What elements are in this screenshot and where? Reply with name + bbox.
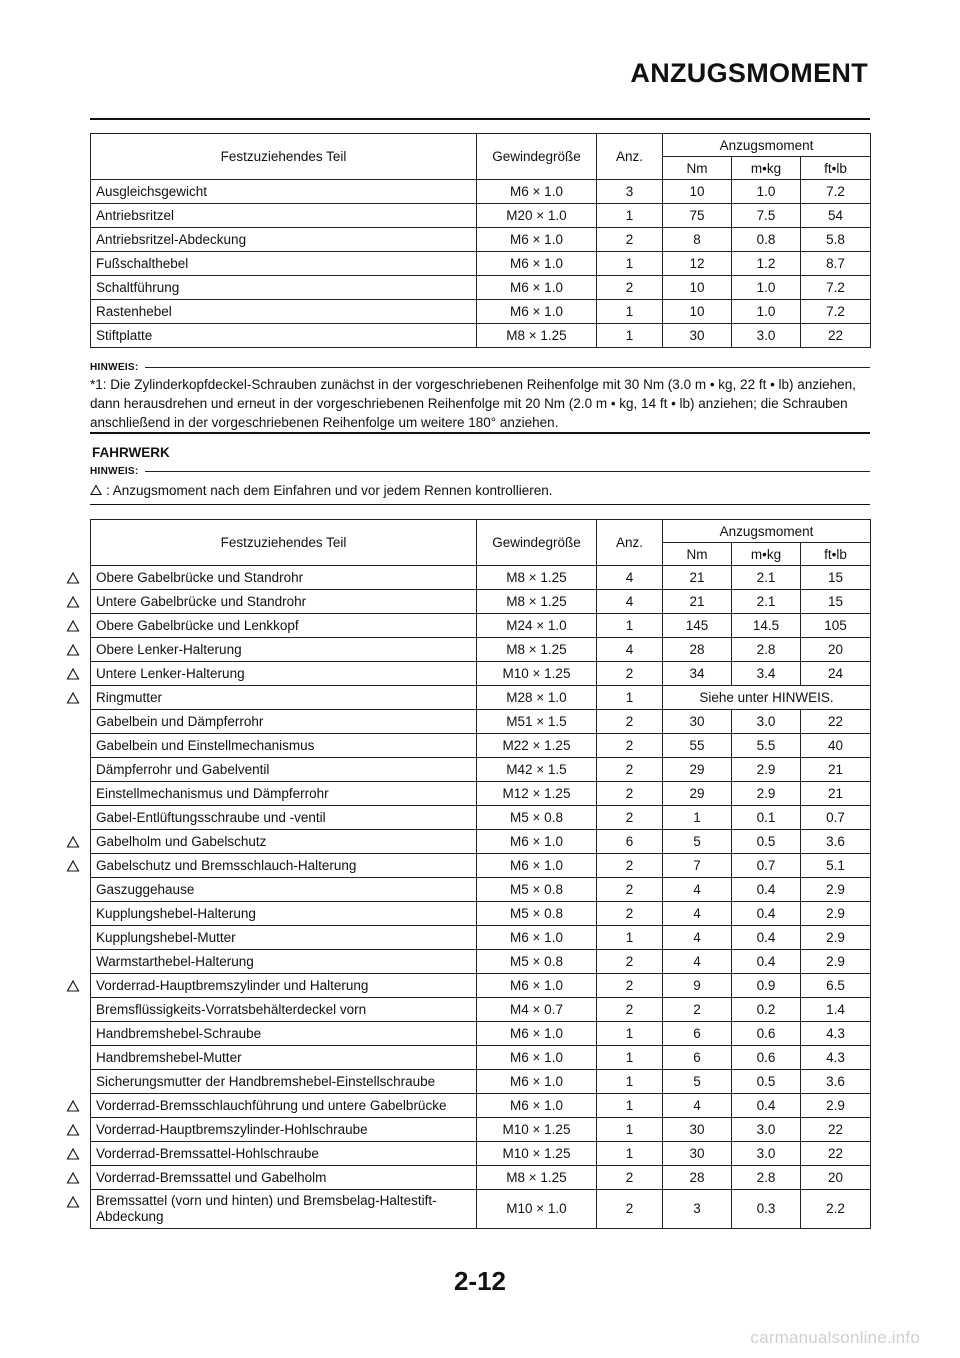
- table-row: [91, 998, 871, 1022]
- qty-cell: 2: [597, 276, 663, 300]
- qty-cell: 1: [597, 1046, 663, 1070]
- ftlb-cell: 21: [801, 758, 871, 782]
- mkg-cell: 3.0: [732, 1118, 801, 1142]
- ftlb-cell: 4.3: [801, 1022, 871, 1046]
- mkg-cell: 0.4: [732, 902, 801, 926]
- mkg-cell: 0.6: [732, 1046, 801, 1070]
- nm-cell: 8: [663, 228, 732, 252]
- qty-cell: 2: [597, 782, 663, 806]
- thread-cell: M24 × 1.0: [477, 614, 597, 638]
- table-row: [91, 638, 871, 662]
- part-cell: Vorderrad-Bremssattel und Gabelholm: [91, 1166, 477, 1190]
- engine-torque-table: [90, 133, 871, 348]
- part-cell: Schaltführung: [91, 276, 477, 300]
- thread-cell: M8 × 1.25: [477, 590, 597, 614]
- ftlb-cell: 2.9: [801, 926, 871, 950]
- table-row: [91, 1118, 871, 1142]
- thread-cell: M8 × 1.25: [477, 324, 597, 348]
- note2: [90, 481, 870, 501]
- table-row: [91, 228, 871, 252]
- mkg-cell: 0.1: [732, 806, 801, 830]
- qty-cell: 2: [597, 1166, 663, 1190]
- qty-cell: 2: [597, 662, 663, 686]
- header-mkg: m•kg: [732, 543, 801, 566]
- part-cell: Vorderrad-Hauptbremszylinder-Hohlschraube: [91, 1118, 477, 1142]
- header-ftlb: ft•lb: [801, 157, 871, 180]
- triangle-mark-icon: [66, 979, 80, 993]
- mkg-cell: 3.4: [732, 662, 801, 686]
- note1-rule: [145, 367, 870, 368]
- header-ftlb: ft•lb: [801, 543, 871, 566]
- table-row: [91, 758, 871, 782]
- nm-cell: 6: [663, 1046, 732, 1070]
- part-cell: Obere Lenker-Halterung: [91, 638, 477, 662]
- qty-cell: 2: [597, 758, 663, 782]
- header-torque: Anzugsmoment: [663, 520, 871, 543]
- thread-cell: M10 × 1.25: [477, 1118, 597, 1142]
- part-cell: Bremsflüssigkeits-Vorratsbehälterdeckel vorn: [91, 998, 477, 1022]
- nm-cell: 55: [663, 734, 732, 758]
- page-number: 2-12: [453, 1266, 507, 1296]
- thread-cell: M6 × 1.0: [477, 228, 597, 252]
- qty-cell: 1: [597, 686, 663, 710]
- part-cell: Dämpferrohr und Gabelventil: [91, 758, 477, 782]
- table-row: [91, 854, 871, 878]
- header-nm: Nm: [663, 157, 732, 180]
- note1-bottom-rule: [90, 432, 870, 434]
- header-part: Festzuziehendes Teil: [91, 520, 477, 566]
- triangle-mark-icon: [66, 571, 80, 585]
- qty-cell: 1: [597, 300, 663, 324]
- ftlb-cell: 22: [801, 1118, 871, 1142]
- part-cell: Einstellmechanismus und Dämpferrohr: [91, 782, 477, 806]
- thread-cell: M8 × 1.25: [477, 1166, 597, 1190]
- nm-cell: 30: [663, 1118, 732, 1142]
- table-row: [91, 180, 871, 204]
- part-cell: Kupplungshebel-Mutter: [91, 926, 477, 950]
- part-cell: Handbremshebel-Mutter: [91, 1046, 477, 1070]
- qty-cell: 1: [597, 614, 663, 638]
- ftlb-cell: 5.1: [801, 854, 871, 878]
- ftlb-cell: 21: [801, 782, 871, 806]
- note2-label-row: [90, 466, 870, 477]
- nm-cell: 4: [663, 878, 732, 902]
- part-cell: Gabelbein und Einstellmechanismus: [91, 734, 477, 758]
- table-row: [91, 204, 871, 228]
- thread-cell: M10 × 1.25: [477, 662, 597, 686]
- ftlb-cell: 7.2: [801, 300, 871, 324]
- part-cell: Gabel-Entlüftungsschraube und -ventil: [91, 806, 477, 830]
- table-row: [91, 1142, 871, 1166]
- part-cell: Ausgleichsgewicht: [91, 180, 477, 204]
- table-row: [91, 614, 871, 638]
- triangle-mark-icon: [66, 1123, 80, 1137]
- nm-cell: 10: [663, 300, 732, 324]
- table-row: [91, 590, 871, 614]
- mkg-cell: 3.0: [732, 710, 801, 734]
- triangle-mark-icon: [90, 482, 102, 501]
- thread-cell: M6 × 1.0: [477, 974, 597, 998]
- mkg-cell: 0.5: [732, 1070, 801, 1094]
- thread-cell: M12 × 1.25: [477, 782, 597, 806]
- ftlb-cell: 22: [801, 710, 871, 734]
- table-row: [91, 686, 871, 710]
- thread-cell: M6 × 1.0: [477, 1070, 597, 1094]
- nm-cell: 21: [663, 590, 732, 614]
- table-row: [91, 300, 871, 324]
- qty-cell: 3: [597, 180, 663, 204]
- table-row: [91, 806, 871, 830]
- thread-cell: M42 × 1.5: [477, 758, 597, 782]
- nm-cell: 145: [663, 614, 732, 638]
- mkg-cell: 0.8: [732, 228, 801, 252]
- nm-cell: 29: [663, 758, 732, 782]
- page-title: ANZUGSMOMENT: [630, 58, 868, 88]
- qty-cell: 4: [597, 638, 663, 662]
- ftlb-cell: 15: [801, 590, 871, 614]
- part-cell: Untere Gabelbrücke und Standrohr: [91, 590, 477, 614]
- mkg-cell: 5.5: [732, 734, 801, 758]
- thread-cell: M20 × 1.0: [477, 204, 597, 228]
- header-qty: Anz.: [597, 134, 663, 180]
- nm-cell: 30: [663, 324, 732, 348]
- part-cell: Gabelholm und Gabelschutz: [91, 830, 477, 854]
- table-row: [91, 878, 871, 902]
- qty-cell: 2: [597, 710, 663, 734]
- ftlb-cell: 8.7: [801, 252, 871, 276]
- ftlb-cell: 24: [801, 662, 871, 686]
- note1-label: HINWEIS:: [90, 362, 139, 373]
- table-row: [91, 734, 871, 758]
- nm-cell: 10: [663, 180, 732, 204]
- part-cell: Obere Gabelbrücke und Lenkkopf: [91, 614, 477, 638]
- mkg-cell: 3.0: [732, 324, 801, 348]
- mkg-cell: 1.0: [732, 276, 801, 300]
- thread-cell: M6 × 1.0: [477, 854, 597, 878]
- ftlb-cell: 3.6: [801, 1070, 871, 1094]
- header-torque: Anzugsmoment: [663, 134, 871, 157]
- header-thread: Gewindegröße: [477, 134, 597, 180]
- part-cell: Vorderrad-Bremsschlauchführung und untere Gabelbrücke: [91, 1094, 477, 1118]
- triangle-mark-icon: [66, 691, 80, 705]
- nm-cell: 12: [663, 252, 732, 276]
- triangle-mark-icon: [66, 859, 80, 873]
- nm-cell: 4: [663, 902, 732, 926]
- part-cell: Stiftplatte: [91, 324, 477, 348]
- triangle-mark-icon: [66, 1171, 80, 1185]
- header-qty: Anz.: [597, 520, 663, 566]
- mkg-cell: 2.9: [732, 782, 801, 806]
- ftlb-cell: 22: [801, 324, 871, 348]
- table-row: [91, 1022, 871, 1046]
- header-part: Festzuziehendes Teil: [91, 134, 477, 180]
- ftlb-cell: 54: [801, 204, 871, 228]
- thread-cell: M22 × 1.25: [477, 734, 597, 758]
- nm-cell: 7: [663, 854, 732, 878]
- ftlb-cell: 4.3: [801, 1046, 871, 1070]
- nm-cell: 75: [663, 204, 732, 228]
- mkg-cell: 1.2: [732, 252, 801, 276]
- part-cell: Ringmutter: [91, 686, 477, 710]
- triangle-mark-icon: [66, 835, 80, 849]
- ftlb-cell: 2.9: [801, 878, 871, 902]
- part-cell: Kupplungshebel-Halterung: [91, 902, 477, 926]
- header-nm: Nm: [663, 543, 732, 566]
- ftlb-cell: 15: [801, 566, 871, 590]
- table-row: [91, 324, 871, 348]
- note2-text: : Anzugsmoment nach dem Einfahren und vor jedem Rennen kontrollieren.: [106, 483, 553, 498]
- table-row: [91, 1190, 871, 1229]
- note2-label: HINWEIS:: [90, 466, 139, 477]
- qty-cell: 1: [597, 204, 663, 228]
- qty-cell: 4: [597, 566, 663, 590]
- nm-cell: 5: [663, 1070, 732, 1094]
- table-row: [91, 950, 871, 974]
- triangle-mark-icon: [66, 595, 80, 609]
- note2-bottom-rule: [90, 504, 870, 505]
- note1-label-row: [90, 362, 870, 373]
- qty-cell: 1: [597, 1118, 663, 1142]
- thread-cell: M5 × 0.8: [477, 902, 597, 926]
- qty-cell: 2: [597, 878, 663, 902]
- thread-cell: M28 × 1.0: [477, 686, 597, 710]
- mkg-cell: 0.3: [732, 1190, 801, 1229]
- mkg-cell: 3.0: [732, 1142, 801, 1166]
- thread-cell: M6 × 1.0: [477, 1022, 597, 1046]
- mkg-cell: 2.1: [732, 590, 801, 614]
- section-title: FAHRWERK: [92, 445, 170, 460]
- part-cell: Gabelbein und Dämpferrohr: [91, 710, 477, 734]
- ftlb-cell: 7.2: [801, 276, 871, 300]
- part-cell: Antriebsritzel: [91, 204, 477, 228]
- qty-cell: 2: [597, 806, 663, 830]
- table-row: [91, 566, 871, 590]
- mkg-cell: 7.5: [732, 204, 801, 228]
- triangle-mark-icon: [66, 619, 80, 633]
- table-row: [91, 926, 871, 950]
- qty-cell: 2: [597, 1190, 663, 1229]
- qty-cell: 1: [597, 252, 663, 276]
- part-cell: Warmstarthebel-Halterung: [91, 950, 477, 974]
- qty-cell: 2: [597, 734, 663, 758]
- nm-cell: 4: [663, 1094, 732, 1118]
- qty-cell: 1: [597, 1142, 663, 1166]
- qty-cell: 2: [597, 998, 663, 1022]
- nm-cell: 4: [663, 950, 732, 974]
- nm-cell: 2: [663, 998, 732, 1022]
- nm-cell: 4: [663, 926, 732, 950]
- thread-cell: M5 × 0.8: [477, 878, 597, 902]
- part-cell: Obere Gabelbrücke und Standrohr: [91, 566, 477, 590]
- note2-rule: [145, 471, 870, 472]
- ftlb-cell: 1.4: [801, 998, 871, 1022]
- part-cell: Vorderrad-Hauptbremszylinder und Halterung: [91, 974, 477, 998]
- chassis-torque-table: [90, 519, 871, 1229]
- thread-cell: M6 × 1.0: [477, 180, 597, 204]
- mkg-cell: 0.4: [732, 878, 801, 902]
- part-cell: Sicherungsmutter der Handbremshebel-Einstellschraube: [91, 1070, 477, 1094]
- mkg-cell: 14.5: [732, 614, 801, 638]
- nm-cell: 28: [663, 638, 732, 662]
- triangle-mark-icon: [66, 1195, 80, 1209]
- table-row: [91, 902, 871, 926]
- mkg-cell: 1.0: [732, 180, 801, 204]
- thread-cell: M51 × 1.5: [477, 710, 597, 734]
- triangle-mark-icon: [66, 643, 80, 657]
- qty-cell: 2: [597, 902, 663, 926]
- part-cell: Untere Lenker-Halterung: [91, 662, 477, 686]
- thread-cell: M6 × 1.0: [477, 276, 597, 300]
- thread-cell: M6 × 1.0: [477, 830, 597, 854]
- qty-cell: 1: [597, 1070, 663, 1094]
- nm-cell: 30: [663, 1142, 732, 1166]
- triangle-mark-icon: [66, 667, 80, 681]
- table-row: [91, 710, 871, 734]
- header-mkg: m•kg: [732, 157, 801, 180]
- thread-cell: M10 × 1.25: [477, 1142, 597, 1166]
- watermark: carmanualsonline.info: [750, 1328, 920, 1347]
- part-cell: Handbremshebel-Schraube: [91, 1022, 477, 1046]
- part-cell: Gaszuggehause: [91, 878, 477, 902]
- ftlb-cell: 20: [801, 1166, 871, 1190]
- table-row: [91, 1070, 871, 1094]
- ftlb-cell: 2.9: [801, 1094, 871, 1118]
- triangle-mark-icon: [66, 1099, 80, 1113]
- qty-cell: 2: [597, 228, 663, 252]
- table-row: [91, 830, 871, 854]
- mkg-cell: 0.4: [732, 950, 801, 974]
- mkg-cell: 0.9: [732, 974, 801, 998]
- nm-cell: 1: [663, 806, 732, 830]
- part-cell: Bremssattel (vorn und hinten) und Bremsbelag-Haltestift-Abdeckung: [91, 1190, 477, 1229]
- mkg-cell: 0.4: [732, 926, 801, 950]
- qty-cell: 2: [597, 854, 663, 878]
- mkg-cell: 0.5: [732, 830, 801, 854]
- qty-cell: 1: [597, 926, 663, 950]
- qty-cell: 1: [597, 1094, 663, 1118]
- nm-cell: 6: [663, 1022, 732, 1046]
- ftlb-cell: 20: [801, 638, 871, 662]
- mkg-cell: 2.9: [732, 758, 801, 782]
- torque-span-cell: Siehe unter HINWEIS.: [663, 686, 871, 710]
- mkg-cell: 0.2: [732, 998, 801, 1022]
- mkg-cell: 0.7: [732, 854, 801, 878]
- ftlb-cell: 5.8: [801, 228, 871, 252]
- triangle-mark-icon: [66, 1147, 80, 1161]
- table-row: [91, 252, 871, 276]
- nm-cell: 28: [663, 1166, 732, 1190]
- title-rule: [90, 118, 870, 120]
- nm-cell: 5: [663, 830, 732, 854]
- ftlb-cell: 6.5: [801, 974, 871, 998]
- mkg-cell: 0.4: [732, 1094, 801, 1118]
- thread-cell: M6 × 1.0: [477, 252, 597, 276]
- thread-cell: M6 × 1.0: [477, 1046, 597, 1070]
- nm-cell: 29: [663, 782, 732, 806]
- nm-cell: 34: [663, 662, 732, 686]
- thread-cell: M6 × 1.0: [477, 926, 597, 950]
- qty-cell: 2: [597, 974, 663, 998]
- ftlb-cell: 2.9: [801, 950, 871, 974]
- table-row: [91, 662, 871, 686]
- mkg-cell: 1.0: [732, 300, 801, 324]
- part-cell: Gabelschutz und Bremsschlauch-Halterung: [91, 854, 477, 878]
- ftlb-cell: 105: [801, 614, 871, 638]
- mkg-cell: 2.8: [732, 638, 801, 662]
- ftlb-cell: 0.7: [801, 806, 871, 830]
- note1-text: *1: Die Zylinderkopfdeckel-Schrauben zunächst in der vorgeschriebenen Reihenfolge mit 30 Nm (3.0 m • kg, 22 ft • lb) anziehen, dann herausdrehen und erneut in der vorgeschriebenen Reihenfolge mit 20 Nm (2.0 m • kg, 14 ft • lb) anziehen; die Schrauben anschließend in der vorgeschriebenen Reihenfolge um weitere 180° anziehen.: [90, 377, 856, 430]
- qty-cell: 2: [597, 950, 663, 974]
- thread-cell: M8 × 1.25: [477, 638, 597, 662]
- ftlb-cell: 22: [801, 1142, 871, 1166]
- ftlb-cell: 40: [801, 734, 871, 758]
- mkg-cell: 2.8: [732, 1166, 801, 1190]
- qty-cell: 4: [597, 590, 663, 614]
- part-cell: Fußschalthebel: [91, 252, 477, 276]
- mkg-cell: 0.6: [732, 1022, 801, 1046]
- nm-cell: 21: [663, 566, 732, 590]
- ftlb-cell: 3.6: [801, 830, 871, 854]
- table-row: [91, 782, 871, 806]
- thread-cell: M6 × 1.0: [477, 1094, 597, 1118]
- qty-cell: 6: [597, 830, 663, 854]
- nm-cell: 10: [663, 276, 732, 300]
- nm-cell: 9: [663, 974, 732, 998]
- thread-cell: M5 × 0.8: [477, 950, 597, 974]
- ftlb-cell: 2.9: [801, 902, 871, 926]
- nm-cell: 30: [663, 710, 732, 734]
- thread-cell: M6 × 1.0: [477, 300, 597, 324]
- thread-cell: M10 × 1.0: [477, 1190, 597, 1229]
- table-row: [91, 1166, 871, 1190]
- thread-cell: M5 × 0.8: [477, 806, 597, 830]
- qty-cell: 1: [597, 324, 663, 348]
- table-row: [91, 276, 871, 300]
- thread-cell: M8 × 1.25: [477, 566, 597, 590]
- qty-cell: 1: [597, 1022, 663, 1046]
- nm-cell: 3: [663, 1190, 732, 1229]
- part-cell: Vorderrad-Bremssattel-Hohlschraube: [91, 1142, 477, 1166]
- mkg-cell: 2.1: [732, 566, 801, 590]
- table-row: [91, 1046, 871, 1070]
- table-row: [91, 1094, 871, 1118]
- ftlb-cell: 2.2: [801, 1190, 871, 1229]
- part-cell: Rastenhebel: [91, 300, 477, 324]
- header-thread: Gewindegröße: [477, 520, 597, 566]
- ftlb-cell: 7.2: [801, 180, 871, 204]
- part-cell: Antriebsritzel-Abdeckung: [91, 228, 477, 252]
- thread-cell: M4 × 0.7: [477, 998, 597, 1022]
- table-row: [91, 974, 871, 998]
